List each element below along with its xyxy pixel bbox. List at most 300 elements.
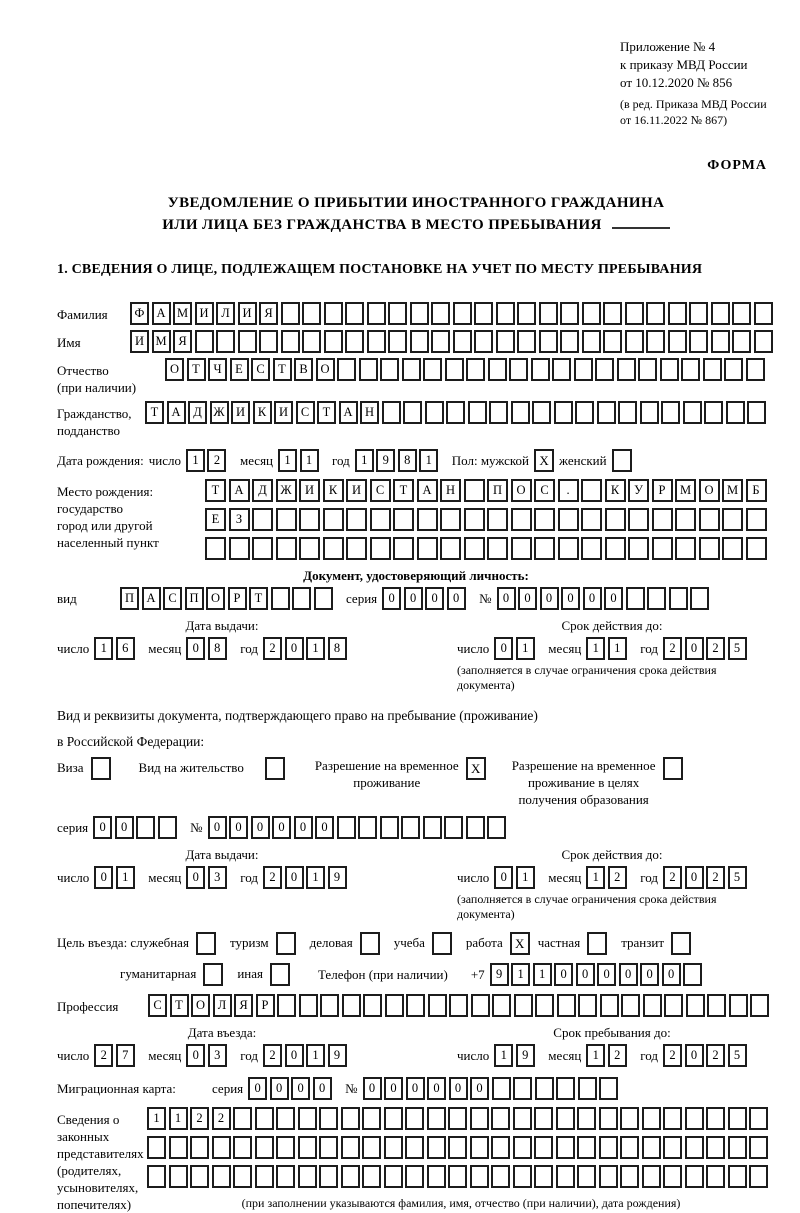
char-cell[interactable] bbox=[689, 302, 708, 325]
char-cell[interactable]: 0 bbox=[285, 1044, 304, 1067]
char-cell[interactable] bbox=[468, 401, 487, 424]
char-cell[interactable] bbox=[238, 330, 257, 353]
char-cell[interactable] bbox=[599, 1107, 618, 1130]
char-cell[interactable]: 1 bbox=[419, 449, 438, 472]
char-cell[interactable] bbox=[732, 330, 751, 353]
char-cell[interactable]: 0 bbox=[186, 866, 205, 889]
char-cell[interactable]: 1 bbox=[116, 866, 135, 889]
char-cell[interactable] bbox=[534, 1107, 553, 1130]
char-cell[interactable] bbox=[581, 537, 602, 560]
temp-residence-edu-checkbox[interactable] bbox=[663, 757, 683, 780]
char-cell[interactable]: 2 bbox=[706, 637, 725, 660]
char-cell[interactable] bbox=[728, 1136, 747, 1159]
char-cell[interactable] bbox=[556, 1136, 575, 1159]
char-cell[interactable] bbox=[405, 1165, 424, 1188]
char-cell[interactable] bbox=[320, 994, 339, 1017]
char-cell[interactable]: 9 bbox=[376, 449, 395, 472]
char-cell[interactable]: В bbox=[294, 358, 313, 381]
char-cell[interactable] bbox=[675, 537, 696, 560]
char-cell[interactable]: Т bbox=[393, 479, 414, 502]
char-cell[interactable]: 0 bbox=[272, 816, 291, 839]
temp-residence-checkbox[interactable]: X bbox=[466, 757, 486, 780]
char-cell[interactable] bbox=[299, 537, 320, 560]
char-cell[interactable]: О bbox=[316, 358, 335, 381]
char-cell[interactable] bbox=[427, 1107, 446, 1130]
char-cell[interactable] bbox=[597, 401, 616, 424]
char-cell[interactable]: Б bbox=[746, 479, 767, 502]
char-cell[interactable] bbox=[417, 537, 438, 560]
char-cell[interactable] bbox=[302, 302, 321, 325]
char-cell[interactable] bbox=[446, 401, 465, 424]
char-cell[interactable] bbox=[425, 401, 444, 424]
residence-permit-checkbox[interactable] bbox=[265, 757, 285, 780]
char-cell[interactable] bbox=[663, 1107, 682, 1130]
char-cell[interactable] bbox=[487, 508, 508, 531]
char-cell[interactable] bbox=[685, 1136, 704, 1159]
char-cell[interactable] bbox=[405, 1107, 424, 1130]
char-cell[interactable] bbox=[663, 1165, 682, 1188]
char-cell[interactable] bbox=[410, 330, 429, 353]
char-cell[interactable] bbox=[466, 816, 485, 839]
char-cell[interactable]: Т bbox=[205, 479, 226, 502]
char-cell[interactable] bbox=[252, 537, 273, 560]
char-cell[interactable] bbox=[346, 508, 367, 531]
char-cell[interactable] bbox=[517, 302, 536, 325]
char-cell[interactable] bbox=[380, 816, 399, 839]
char-cell[interactable]: 5 bbox=[728, 866, 747, 889]
char-cell[interactable] bbox=[706, 1136, 725, 1159]
char-cell[interactable]: О bbox=[699, 479, 720, 502]
char-cell[interactable] bbox=[620, 1136, 639, 1159]
char-cell[interactable] bbox=[489, 401, 508, 424]
char-cell[interactable]: Т bbox=[317, 401, 336, 424]
char-cell[interactable] bbox=[643, 994, 662, 1017]
char-cell[interactable]: А bbox=[167, 401, 186, 424]
char-cell[interactable] bbox=[403, 401, 422, 424]
char-cell[interactable] bbox=[729, 994, 748, 1017]
char-cell[interactable] bbox=[276, 1165, 295, 1188]
char-cell[interactable] bbox=[560, 330, 579, 353]
char-cell[interactable]: 1 bbox=[169, 1107, 188, 1130]
char-cell[interactable] bbox=[577, 1136, 596, 1159]
char-cell[interactable] bbox=[595, 358, 614, 381]
char-cell[interactable]: 9 bbox=[328, 1044, 347, 1067]
char-cell[interactable] bbox=[628, 508, 649, 531]
char-cell[interactable] bbox=[367, 302, 386, 325]
char-cell[interactable]: 0 bbox=[94, 866, 113, 889]
char-cell[interactable] bbox=[646, 302, 665, 325]
char-cell[interactable] bbox=[299, 994, 318, 1017]
char-cell[interactable]: 3 bbox=[208, 1044, 227, 1067]
char-cell[interactable] bbox=[600, 994, 619, 1017]
char-cell[interactable] bbox=[661, 401, 680, 424]
char-cell[interactable]: С bbox=[251, 358, 270, 381]
char-cell[interactable] bbox=[345, 330, 364, 353]
char-cell[interactable] bbox=[385, 994, 404, 1017]
char-cell[interactable]: К bbox=[605, 479, 626, 502]
char-cell[interactable] bbox=[582, 302, 601, 325]
char-cell[interactable] bbox=[487, 537, 508, 560]
char-cell[interactable] bbox=[660, 358, 679, 381]
char-cell[interactable]: О bbox=[511, 479, 532, 502]
char-cell[interactable] bbox=[393, 508, 414, 531]
visa-checkbox[interactable] bbox=[91, 757, 111, 780]
char-cell[interactable] bbox=[276, 537, 297, 560]
char-cell[interactable]: 0 bbox=[285, 637, 304, 660]
char-cell[interactable] bbox=[664, 994, 683, 1017]
char-cell[interactable] bbox=[464, 479, 485, 502]
char-cell[interactable] bbox=[747, 401, 766, 424]
char-cell[interactable]: 1 bbox=[516, 637, 535, 660]
char-cell[interactable] bbox=[431, 302, 450, 325]
char-cell[interactable] bbox=[599, 1077, 618, 1100]
char-cell[interactable] bbox=[474, 330, 493, 353]
char-cell[interactable] bbox=[749, 1136, 768, 1159]
char-cell[interactable] bbox=[534, 1165, 553, 1188]
char-cell[interactable]: 0 bbox=[576, 963, 595, 986]
char-cell[interactable] bbox=[513, 1136, 532, 1159]
char-cell[interactable]: И bbox=[195, 302, 214, 325]
char-cell[interactable] bbox=[685, 1165, 704, 1188]
char-cell[interactable] bbox=[384, 1136, 403, 1159]
char-cell[interactable]: Р bbox=[256, 994, 275, 1017]
char-cell[interactable]: 0 bbox=[115, 816, 134, 839]
char-cell[interactable] bbox=[642, 1136, 661, 1159]
sex-female-checkbox[interactable] bbox=[612, 449, 632, 472]
char-cell[interactable] bbox=[384, 1107, 403, 1130]
char-cell[interactable]: 0 bbox=[554, 963, 573, 986]
char-cell[interactable]: Д bbox=[188, 401, 207, 424]
char-cell[interactable] bbox=[276, 1107, 295, 1130]
char-cell[interactable] bbox=[534, 1136, 553, 1159]
char-cell[interactable] bbox=[341, 1136, 360, 1159]
char-cell[interactable]: 0 bbox=[93, 816, 112, 839]
char-cell[interactable] bbox=[370, 537, 391, 560]
char-cell[interactable]: 0 bbox=[640, 963, 659, 986]
char-cell[interactable]: С bbox=[163, 587, 182, 610]
char-cell[interactable]: 2 bbox=[190, 1107, 209, 1130]
char-cell[interactable]: А bbox=[142, 587, 161, 610]
char-cell[interactable] bbox=[405, 1136, 424, 1159]
char-cell[interactable] bbox=[449, 994, 468, 1017]
char-cell[interactable]: Р bbox=[652, 479, 673, 502]
char-cell[interactable] bbox=[491, 1136, 510, 1159]
char-cell[interactable] bbox=[169, 1165, 188, 1188]
char-cell[interactable]: 1 bbox=[586, 1044, 605, 1067]
char-cell[interactable] bbox=[746, 358, 765, 381]
char-cell[interactable]: 0 bbox=[186, 637, 205, 660]
char-cell[interactable]: Я bbox=[173, 330, 192, 353]
char-cell[interactable] bbox=[298, 1165, 317, 1188]
char-cell[interactable] bbox=[362, 1165, 381, 1188]
char-cell[interactable] bbox=[277, 994, 296, 1017]
char-cell[interactable]: 0 bbox=[685, 1044, 704, 1067]
char-cell[interactable] bbox=[577, 1107, 596, 1130]
char-cell[interactable]: 0 bbox=[494, 866, 513, 889]
char-cell[interactable] bbox=[625, 330, 644, 353]
char-cell[interactable]: Д bbox=[252, 479, 273, 502]
char-cell[interactable] bbox=[534, 508, 555, 531]
char-cell[interactable]: 1 bbox=[586, 637, 605, 660]
char-cell[interactable]: 1 bbox=[608, 637, 627, 660]
char-cell[interactable] bbox=[233, 1107, 252, 1130]
char-cell[interactable]: 2 bbox=[263, 866, 282, 889]
char-cell[interactable] bbox=[190, 1165, 209, 1188]
char-cell[interactable] bbox=[603, 302, 622, 325]
char-cell[interactable] bbox=[628, 537, 649, 560]
char-cell[interactable]: О bbox=[206, 587, 225, 610]
char-cell[interactable] bbox=[722, 537, 743, 560]
char-cell[interactable]: 0 bbox=[685, 866, 704, 889]
char-cell[interactable] bbox=[341, 1165, 360, 1188]
char-cell[interactable]: Т bbox=[145, 401, 164, 424]
char-cell[interactable] bbox=[750, 994, 769, 1017]
char-cell[interactable]: А bbox=[229, 479, 250, 502]
char-cell[interactable] bbox=[531, 358, 550, 381]
char-cell[interactable]: 1 bbox=[94, 637, 113, 660]
char-cell[interactable] bbox=[342, 994, 361, 1017]
char-cell[interactable] bbox=[363, 994, 382, 1017]
char-cell[interactable]: 1 bbox=[306, 1044, 325, 1067]
char-cell[interactable]: Ф bbox=[130, 302, 149, 325]
char-cell[interactable]: 2 bbox=[263, 637, 282, 660]
char-cell[interactable] bbox=[578, 994, 597, 1017]
char-cell[interactable] bbox=[370, 508, 391, 531]
char-cell[interactable]: 0 bbox=[470, 1077, 489, 1100]
char-cell[interactable] bbox=[496, 302, 515, 325]
char-cell[interactable] bbox=[401, 816, 420, 839]
char-cell[interactable]: 0 bbox=[425, 587, 444, 610]
char-cell[interactable] bbox=[319, 1107, 338, 1130]
char-cell[interactable] bbox=[513, 1107, 532, 1130]
char-cell[interactable]: Р bbox=[228, 587, 247, 610]
char-cell[interactable] bbox=[428, 994, 447, 1017]
char-cell[interactable] bbox=[646, 330, 665, 353]
char-cell[interactable] bbox=[216, 330, 235, 353]
char-cell[interactable] bbox=[492, 994, 511, 1017]
char-cell[interactable] bbox=[575, 401, 594, 424]
char-cell[interactable]: 0 bbox=[315, 816, 334, 839]
char-cell[interactable] bbox=[323, 508, 344, 531]
char-cell[interactable]: 2 bbox=[608, 866, 627, 889]
char-cell[interactable]: П bbox=[185, 587, 204, 610]
char-cell[interactable]: 1 bbox=[186, 449, 205, 472]
char-cell[interactable]: . bbox=[558, 479, 579, 502]
char-cell[interactable]: 1 bbox=[516, 866, 535, 889]
char-cell[interactable]: 0 bbox=[382, 587, 401, 610]
char-cell[interactable]: 0 bbox=[494, 637, 513, 660]
char-cell[interactable] bbox=[554, 401, 573, 424]
char-cell[interactable]: 1 bbox=[278, 449, 297, 472]
char-cell[interactable] bbox=[539, 302, 558, 325]
char-cell[interactable] bbox=[532, 401, 551, 424]
char-cell[interactable]: Ч bbox=[208, 358, 227, 381]
char-cell[interactable] bbox=[642, 1165, 661, 1188]
char-cell[interactable] bbox=[448, 1165, 467, 1188]
char-cell[interactable] bbox=[212, 1165, 231, 1188]
char-cell[interactable] bbox=[618, 401, 637, 424]
char-cell[interactable]: А bbox=[339, 401, 358, 424]
char-cell[interactable]: 8 bbox=[328, 637, 347, 660]
char-cell[interactable] bbox=[453, 302, 472, 325]
char-cell[interactable] bbox=[367, 330, 386, 353]
char-cell[interactable] bbox=[640, 401, 659, 424]
char-cell[interactable] bbox=[190, 1136, 209, 1159]
char-cell[interactable]: 1 bbox=[511, 963, 530, 986]
char-cell[interactable] bbox=[474, 302, 493, 325]
char-cell[interactable]: З bbox=[229, 508, 250, 531]
char-cell[interactable]: Н bbox=[360, 401, 379, 424]
char-cell[interactable]: 5 bbox=[728, 637, 747, 660]
char-cell[interactable] bbox=[393, 537, 414, 560]
char-cell[interactable] bbox=[406, 994, 425, 1017]
char-cell[interactable]: 0 bbox=[270, 1077, 289, 1100]
char-cell[interactable] bbox=[558, 508, 579, 531]
char-cell[interactable] bbox=[491, 1107, 510, 1130]
char-cell[interactable]: 1 bbox=[300, 449, 319, 472]
char-cell[interactable] bbox=[233, 1136, 252, 1159]
char-cell[interactable]: А bbox=[152, 302, 171, 325]
char-cell[interactable] bbox=[668, 302, 687, 325]
char-cell[interactable]: 0 bbox=[384, 1077, 403, 1100]
char-cell[interactable] bbox=[158, 816, 177, 839]
char-cell[interactable] bbox=[699, 537, 720, 560]
char-cell[interactable] bbox=[298, 1136, 317, 1159]
char-cell[interactable]: Н bbox=[440, 479, 461, 502]
char-cell[interactable] bbox=[470, 1107, 489, 1130]
char-cell[interactable] bbox=[319, 1136, 338, 1159]
char-cell[interactable] bbox=[617, 358, 636, 381]
char-cell[interactable] bbox=[605, 537, 626, 560]
char-cell[interactable]: 0 bbox=[604, 587, 623, 610]
char-cell[interactable]: Е bbox=[230, 358, 249, 381]
char-cell[interactable] bbox=[754, 302, 773, 325]
char-cell[interactable] bbox=[511, 508, 532, 531]
char-cell[interactable] bbox=[675, 508, 696, 531]
char-cell[interactable] bbox=[683, 401, 702, 424]
char-cell[interactable]: Ж bbox=[276, 479, 297, 502]
char-cell[interactable] bbox=[337, 358, 356, 381]
char-cell[interactable]: 9 bbox=[490, 963, 509, 986]
char-cell[interactable] bbox=[444, 816, 463, 839]
char-cell[interactable] bbox=[685, 1107, 704, 1130]
char-cell[interactable] bbox=[470, 1136, 489, 1159]
char-cell[interactable] bbox=[410, 302, 429, 325]
char-cell[interactable] bbox=[487, 816, 506, 839]
char-cell[interactable] bbox=[147, 1165, 166, 1188]
char-cell[interactable]: 1 bbox=[147, 1107, 166, 1130]
char-cell[interactable]: 0 bbox=[208, 816, 227, 839]
char-cell[interactable] bbox=[169, 1136, 188, 1159]
char-cell[interactable] bbox=[707, 994, 726, 1017]
char-cell[interactable] bbox=[255, 1107, 274, 1130]
char-cell[interactable] bbox=[732, 302, 751, 325]
char-cell[interactable] bbox=[749, 1107, 768, 1130]
char-cell[interactable]: 0 bbox=[406, 1077, 425, 1100]
char-cell[interactable] bbox=[423, 816, 442, 839]
char-cell[interactable]: 0 bbox=[251, 816, 270, 839]
char-cell[interactable] bbox=[136, 816, 155, 839]
char-cell[interactable] bbox=[620, 1107, 639, 1130]
char-cell[interactable] bbox=[427, 1136, 446, 1159]
char-cell[interactable] bbox=[535, 1077, 554, 1100]
char-cell[interactable] bbox=[448, 1136, 467, 1159]
char-cell[interactable] bbox=[423, 358, 442, 381]
char-cell[interactable]: 2 bbox=[608, 1044, 627, 1067]
char-cell[interactable] bbox=[552, 358, 571, 381]
char-cell[interactable] bbox=[582, 330, 601, 353]
char-cell[interactable] bbox=[276, 1136, 295, 1159]
char-cell[interactable] bbox=[427, 1165, 446, 1188]
char-cell[interactable] bbox=[706, 1107, 725, 1130]
char-cell[interactable] bbox=[574, 358, 593, 381]
char-cell[interactable] bbox=[558, 537, 579, 560]
char-cell[interactable]: Т bbox=[187, 358, 206, 381]
char-cell[interactable]: 0 bbox=[404, 587, 423, 610]
char-cell[interactable] bbox=[539, 330, 558, 353]
char-cell[interactable]: 0 bbox=[248, 1077, 267, 1100]
char-cell[interactable]: 0 bbox=[186, 1044, 205, 1067]
char-cell[interactable] bbox=[402, 358, 421, 381]
char-cell[interactable]: 9 bbox=[516, 1044, 535, 1067]
char-cell[interactable]: 2 bbox=[207, 449, 226, 472]
char-cell[interactable] bbox=[212, 1136, 231, 1159]
char-cell[interactable] bbox=[724, 358, 743, 381]
char-cell[interactable] bbox=[681, 358, 700, 381]
char-cell[interactable] bbox=[358, 816, 377, 839]
char-cell[interactable]: М bbox=[675, 479, 696, 502]
char-cell[interactable]: 0 bbox=[313, 1077, 332, 1100]
char-cell[interactable] bbox=[706, 1165, 725, 1188]
char-cell[interactable]: 1 bbox=[494, 1044, 513, 1067]
char-cell[interactable] bbox=[621, 994, 640, 1017]
purpose-humanitarian-checkbox[interactable] bbox=[203, 963, 223, 986]
char-cell[interactable]: 1 bbox=[306, 866, 325, 889]
char-cell[interactable] bbox=[491, 1165, 510, 1188]
char-cell[interactable]: 9 bbox=[328, 866, 347, 889]
char-cell[interactable] bbox=[581, 508, 602, 531]
char-cell[interactable] bbox=[626, 587, 645, 610]
char-cell[interactable] bbox=[259, 330, 278, 353]
char-cell[interactable]: 8 bbox=[398, 449, 417, 472]
char-cell[interactable] bbox=[509, 358, 528, 381]
char-cell[interactable] bbox=[388, 330, 407, 353]
char-cell[interactable]: 8 bbox=[208, 637, 227, 660]
char-cell[interactable]: О bbox=[165, 358, 184, 381]
char-cell[interactable] bbox=[346, 537, 367, 560]
char-cell[interactable]: Т bbox=[170, 994, 189, 1017]
char-cell[interactable] bbox=[362, 1107, 381, 1130]
char-cell[interactable]: 0 bbox=[447, 587, 466, 610]
char-cell[interactable] bbox=[722, 508, 743, 531]
char-cell[interactable] bbox=[578, 1077, 597, 1100]
char-cell[interactable] bbox=[749, 1165, 768, 1188]
char-cell[interactable]: Ж bbox=[210, 401, 229, 424]
char-cell[interactable]: 2 bbox=[94, 1044, 113, 1067]
char-cell[interactable] bbox=[683, 963, 702, 986]
char-cell[interactable] bbox=[689, 330, 708, 353]
char-cell[interactable] bbox=[323, 537, 344, 560]
char-cell[interactable]: 0 bbox=[449, 1077, 468, 1100]
char-cell[interactable] bbox=[746, 508, 767, 531]
char-cell[interactable] bbox=[599, 1165, 618, 1188]
char-cell[interactable] bbox=[448, 1107, 467, 1130]
char-cell[interactable]: М bbox=[173, 302, 192, 325]
char-cell[interactable] bbox=[341, 1107, 360, 1130]
purpose-business-checkbox[interactable] bbox=[360, 932, 380, 955]
char-cell[interactable] bbox=[319, 1165, 338, 1188]
char-cell[interactable]: 2 bbox=[263, 1044, 282, 1067]
